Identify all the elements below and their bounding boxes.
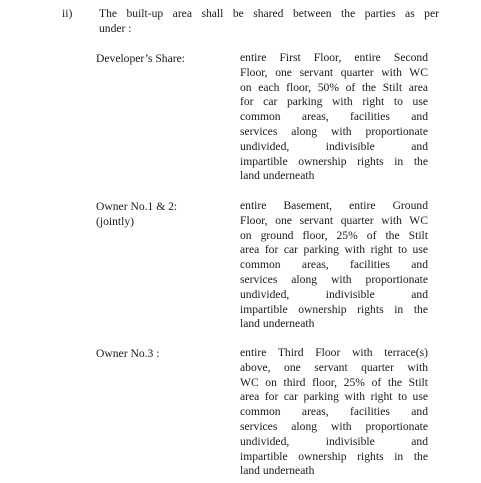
- share-line: Floor, one servant quarter with WC: [240, 65, 428, 79]
- clause-number: ii): [62, 7, 73, 20]
- share-line: common areas, facilities and: [240, 258, 428, 272]
- share-line: undivided, indivisible and: [240, 434, 428, 448]
- party-label-line: Owner No.3 :: [96, 347, 160, 360]
- share-line: land underneath: [240, 464, 315, 478]
- clause-intro: [99, 6, 439, 36]
- clause-intro-line: The built-up area shall be shared between the parties as per: [99, 7, 439, 20]
- party-label-developer: [96, 51, 185, 66]
- share-line: undivided, indivisible and: [240, 287, 428, 301]
- share-line: impartible ownership rights in the: [240, 154, 428, 168]
- share-line: impartible ownership rights in the: [240, 449, 428, 463]
- share-line: impartible ownership rights in the: [240, 302, 428, 316]
- share-line: WC on third floor, 25% of the Stilt: [240, 375, 428, 389]
- party-label-line: Developer’s Share:: [96, 52, 185, 65]
- party-label-line: (jointly): [96, 215, 134, 228]
- clause-intro-line: under :: [99, 22, 132, 35]
- share-line: on each floor, 50% of the Stilt area: [240, 80, 428, 94]
- party-label-owner-1-2: [96, 199, 177, 229]
- share-description-developer: [240, 51, 428, 184]
- share-line: above, one servant quarter with: [240, 360, 428, 374]
- share-line: common areas, facilities and: [240, 405, 428, 419]
- share-line: area for car parking with right to use: [240, 390, 428, 404]
- share-line: area for car parking with right to use: [240, 243, 428, 257]
- share-line: land underneath: [240, 317, 315, 331]
- share-line: entire Basement, entire Ground: [240, 199, 428, 212]
- party-label-owner-3: [96, 346, 159, 361]
- share-line: Floor, one servant quarter with WC: [240, 213, 428, 227]
- share-line: entire Third Floor with terrace(s): [240, 346, 428, 359]
- share-description-owner-3: [240, 346, 428, 479]
- share-line: for car parking with right to use: [240, 95, 428, 109]
- share-line: services along with proportionate: [240, 419, 428, 433]
- party-label-line: Owner No.1 & 2:: [96, 200, 178, 213]
- share-line: services along with proportionate: [240, 272, 428, 286]
- share-line: common areas, facilities and: [240, 110, 428, 124]
- share-line: land underneath: [240, 169, 315, 183]
- share-line: undivided, indivisible and: [240, 139, 428, 153]
- share-description-owner-1-2: [240, 199, 428, 332]
- share-line: on ground floor, 25% of the Stilt: [240, 228, 428, 242]
- share-line: services along with proportionate: [240, 124, 428, 138]
- share-line: entire First Floor, entire Second: [240, 51, 428, 64]
